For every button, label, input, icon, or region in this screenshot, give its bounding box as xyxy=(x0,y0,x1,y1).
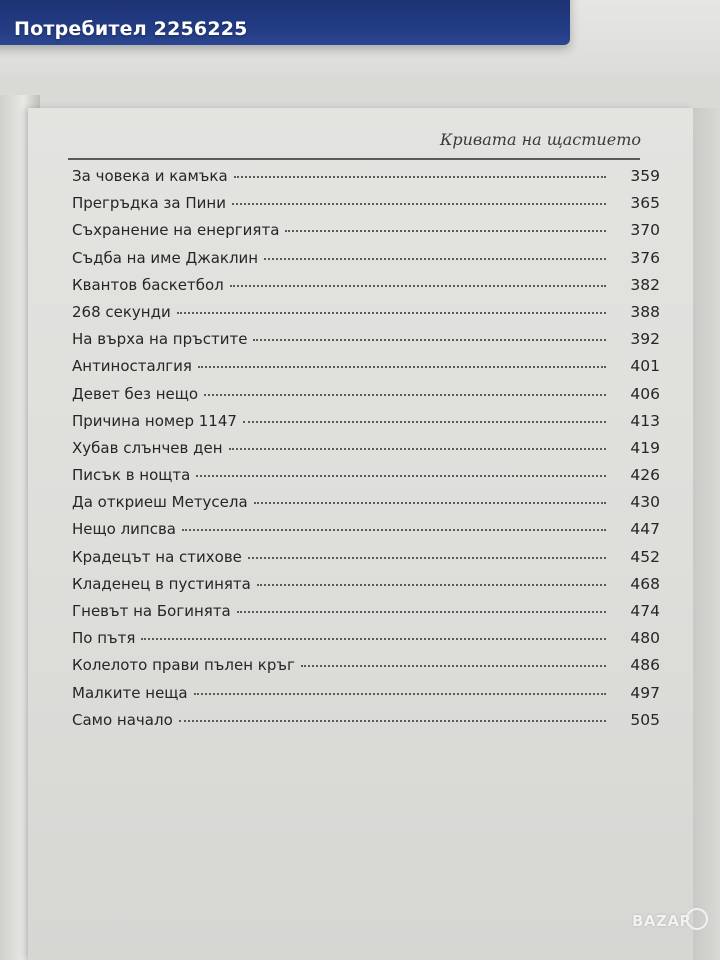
toc-entry xyxy=(72,656,660,683)
leader-dots xyxy=(257,583,606,586)
user-label: Потребител 2256225 xyxy=(14,18,248,40)
toc-entry-page: 388 xyxy=(630,302,660,321)
leader-dots xyxy=(253,338,606,341)
toc-entry-title: 268 секунди xyxy=(72,302,171,321)
toc-entry xyxy=(72,548,660,575)
leader-dots xyxy=(196,474,606,477)
toc-entry xyxy=(72,493,660,520)
toc-entry xyxy=(72,602,660,629)
leader-dots xyxy=(301,664,606,667)
toc-entry xyxy=(72,385,660,412)
toc-entry-title: Писък в нощта xyxy=(72,466,191,485)
leader-dots xyxy=(285,229,606,232)
toc-entry-title: Крадецът на стихове xyxy=(72,547,242,566)
leader-dots xyxy=(194,692,606,695)
toc-entry xyxy=(72,575,660,602)
toc-entry-page: 376 xyxy=(630,248,660,267)
toc-entry-page: 430 xyxy=(630,493,660,512)
leader-dots xyxy=(248,556,606,559)
toc-entry-title: Нещо липсва xyxy=(72,520,177,539)
toc-entry-page: 419 xyxy=(630,438,660,457)
toc-entry-page: 365 xyxy=(630,194,660,213)
toc-entry xyxy=(72,357,660,384)
toc-entry-title: Прегръдка за Пини xyxy=(72,194,226,213)
table-of-contents xyxy=(72,167,660,738)
leader-dots xyxy=(204,393,606,396)
hand-icon xyxy=(686,908,708,930)
toc-entry-title: Кладенец в пустинята xyxy=(72,574,251,593)
toc-entry-page: 474 xyxy=(630,602,660,620)
header-rule xyxy=(68,158,640,160)
toc-entry xyxy=(72,412,660,439)
toc-entry xyxy=(72,221,660,248)
toc-entry-title: На върха на пръстите xyxy=(72,330,248,349)
toc-entry-title: Да откриеш Метусела xyxy=(72,493,248,512)
toc-entry xyxy=(72,466,660,493)
toc-entry-page: 359 xyxy=(630,167,660,185)
toc-entry-page: 370 xyxy=(630,221,660,240)
leader-dots xyxy=(264,257,606,260)
leader-dots xyxy=(254,501,606,504)
leader-dots xyxy=(230,284,606,287)
leader-dots xyxy=(229,447,606,450)
page-shadow xyxy=(693,108,720,960)
leader-dots xyxy=(243,420,606,423)
leader-dots xyxy=(237,610,606,613)
toc-entry xyxy=(72,303,660,330)
toc-entry-page: 406 xyxy=(630,384,660,403)
toc-entry xyxy=(72,276,660,303)
toc-entry xyxy=(72,330,660,357)
running-head: Кривата на щастието xyxy=(440,130,642,149)
leader-dots xyxy=(141,637,606,640)
toc-entry xyxy=(72,167,660,194)
toc-entry-page: 452 xyxy=(630,547,660,566)
toc-entry xyxy=(72,684,660,711)
toc-entry-title: Съхранение на енергията xyxy=(72,221,280,240)
toc-entry-title: Съдба на име Джаклин xyxy=(72,248,259,267)
toc-entry-page: 392 xyxy=(630,330,660,349)
toc-entry-title: Квантов баскетбол xyxy=(72,275,224,294)
toc-entry xyxy=(72,711,660,738)
toc-entry xyxy=(72,194,660,221)
toc-entry-page: 426 xyxy=(630,466,660,485)
toc-entry xyxy=(72,520,660,547)
toc-entry-page: 401 xyxy=(630,357,660,376)
toc-entry-title: Само начало xyxy=(72,710,173,729)
toc-entry-page: 486 xyxy=(630,656,660,675)
toc-entry-title: Гневът на Богинята xyxy=(72,602,231,620)
toc-entry-page: 505 xyxy=(630,710,660,729)
leader-dots xyxy=(179,719,606,722)
toc-entry-title: За човека и камъка xyxy=(72,167,228,185)
toc-entry-title: Хубав слънчев ден xyxy=(72,438,223,457)
toc-entry-title: Причина номер 1147 xyxy=(72,411,237,430)
watermark-text: BAZAR xyxy=(632,912,692,930)
toc-entry-page: 413 xyxy=(630,411,660,430)
toc-entry-title: По пътя xyxy=(72,629,136,648)
toc-entry-page: 480 xyxy=(630,629,660,648)
leader-dots xyxy=(177,311,606,314)
toc-entry-page: 382 xyxy=(630,275,660,294)
toc-entry-title: Малките неща xyxy=(72,683,188,702)
toc-entry xyxy=(72,629,660,656)
toc-entry-title: Девет без нещо xyxy=(72,384,199,403)
toc-entry-title: Антиносталгия xyxy=(72,357,192,376)
toc-entry-title: Колелото прави пълен кръг xyxy=(72,656,295,675)
toc-entry-page: 497 xyxy=(630,683,660,702)
leader-dots xyxy=(198,365,606,368)
toc-entry-page: 468 xyxy=(630,574,660,593)
leader-dots xyxy=(182,528,606,531)
toc-entry-page: 447 xyxy=(630,520,660,539)
leader-dots xyxy=(232,202,606,205)
toc-entry xyxy=(72,439,660,466)
toc-entry xyxy=(72,249,660,276)
leader-dots xyxy=(234,175,606,178)
